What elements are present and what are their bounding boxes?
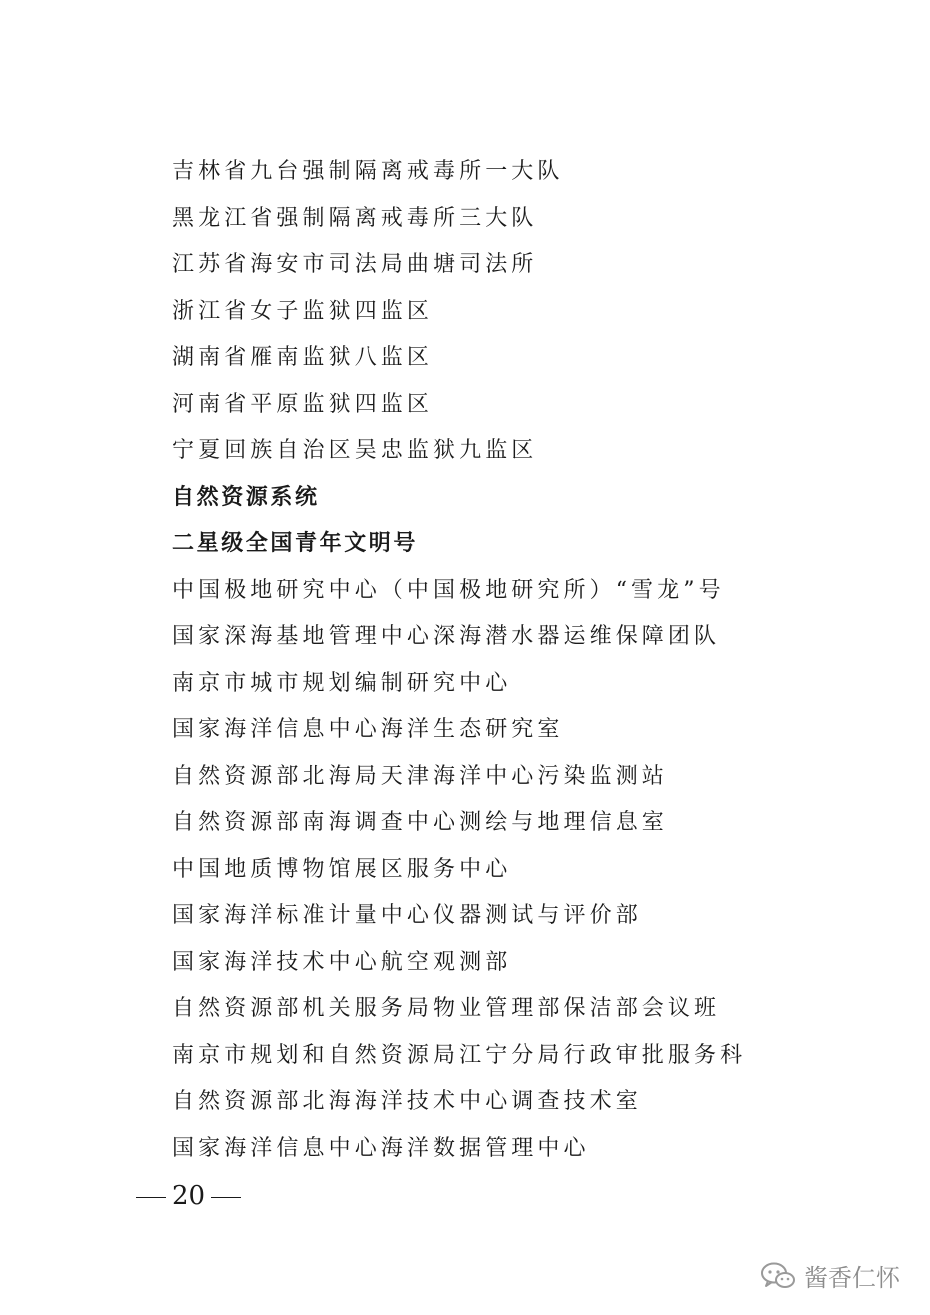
list-item: 国家海洋信息中心海洋生态研究室 xyxy=(172,717,564,742)
list-item: 吉林省九台强制隔离戒毒所一大队 xyxy=(172,159,564,184)
list-item: 江苏省海安市司法局曲塘司法所 xyxy=(172,252,538,277)
list-item: 黑龙江省强制隔离戒毒所三大队 xyxy=(172,205,538,231)
list-item: 自然资源部北海局天津海洋中心污染监测站 xyxy=(172,763,668,789)
dash-right xyxy=(211,1197,241,1198)
list-item: 宁夏回族自治区吴忠监狱九监区 xyxy=(172,438,538,463)
unit-list xyxy=(172,152,746,1175)
list-item: 国家海洋标准计量中心仪器测试与评价部 xyxy=(172,903,642,928)
list-item: 国家海洋技术中心航空观测部 xyxy=(172,949,512,975)
list-item: 中国地质博物馆展区服务中心 xyxy=(172,856,512,882)
section-heading: 自然资源系统 xyxy=(172,484,320,510)
section-heading: 二星级全国青年文明号 xyxy=(172,531,419,556)
list-item: 湖南省雁南监狱八监区 xyxy=(172,345,434,370)
wechat-icon xyxy=(760,1261,796,1291)
list-item: 南京市城市规划编制研究中心 xyxy=(172,670,512,696)
page-number: 20 xyxy=(172,1181,206,1211)
watermark xyxy=(760,1258,900,1293)
list-item: 自然资源部南海调查中心测绘与地理信息室 xyxy=(172,810,668,835)
dash-left xyxy=(136,1197,166,1198)
list-item: 国家海洋信息中心海洋数据管理中心 xyxy=(172,1135,590,1161)
page-footer xyxy=(130,1176,247,1216)
list-item: 自然资源部机关服务局物业管理部保洁部会议班 xyxy=(172,996,721,1021)
list-item: 中国极地研究中心（中国极地研究所）“雪龙”号 xyxy=(172,577,725,603)
list-item: 自然资源部北海海洋技术中心调查技术室 xyxy=(172,1089,642,1114)
watermark-label: 酱香仁怀 xyxy=(804,1264,900,1292)
list-item: 国家深海基地管理中心深海潜水器运维保障团队 xyxy=(172,624,721,649)
list-item: 河南省平原监狱四监区 xyxy=(172,391,434,417)
list-item: 南京市规划和自然资源局江宁分局行政审批服务科 xyxy=(172,1042,747,1068)
list-item: 浙江省女子监狱四监区 xyxy=(172,298,434,324)
